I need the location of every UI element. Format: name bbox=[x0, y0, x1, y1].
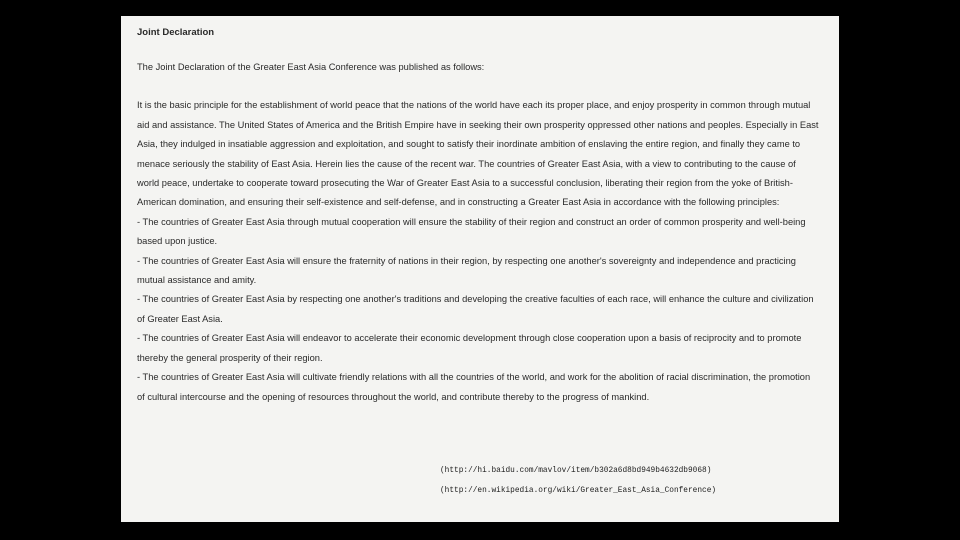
principle-item: - The countries of Greater East Asia will cultivate friendly relations with all the countries of the world, and work for the abolition of racial discrimination, the promotion of cultural intercourse and the opening of resources throughout the world, and contribute thereby to the progress of mankind. bbox=[137, 372, 811, 402]
principle-item: - The countries of Greater East Asia will endeavor to accelerate their economic development through close cooperation upon a basis of reciprocity and to promote thereby the general prosperity of their region. bbox=[137, 333, 802, 363]
source-citations bbox=[440, 461, 716, 501]
source-wikipedia-link: (http://en.wikipedia.org/wiki/Greater_East_Asia_Conference) bbox=[440, 487, 717, 495]
intro-paragraph: The Joint Declaration of the Greater East Asia Conference was published as follows: bbox=[137, 62, 485, 72]
document-title: Joint Declaration bbox=[137, 27, 215, 38]
body-paragraph: It is the basic principle for the establishment of world peace that the nations of the world have each its proper place, and enjoy prosperity in common through mutual aid and assistance. The United States of America and the British Empire have in seeking their own prosperity oppressed other nations and peoples. Especially in East Asia, they indulged in insatiable aggression and exploitation, and sought to satisfy their inordinate ambition of enslaving the entire region, and finally they came to menace seriously the stability of East Asia. Herein lies the cause of the recent war. The countries of Greater East Asia, with a view to contributing to the cause of world peace, undertake to cooperate toward prosecuting the War of Greater East Asia to a successful conclusion, liberating their region from the yoke of British-American domination, and ensuring their self-existence and self-defense, and in constructing a Greater East Asia in accordance with the following principles: bbox=[137, 100, 819, 208]
principles-list bbox=[137, 213, 819, 407]
principle-item: - The countries of Greater East Asia through mutual cooperation will ensure the stability of their region and construct an order of common prosperity and well-being based upon justice. bbox=[137, 216, 806, 247]
principle-item: - The countries of Greater East Asia by respecting one another's traditions and developing the creative faculties of each race, will enhance the culture and civilization of Greater East Asia. bbox=[137, 294, 814, 324]
document-page bbox=[121, 16, 839, 522]
source-baidu-link: (http://hi.baidu.com/mavlov/item/b302a6d8bd949b4632db9068) bbox=[440, 467, 712, 475]
principle-item: - The countries of Greater East Asia will ensure the fraternity of nations in their region, by respecting one another's sovereignty and independence and practicing mutual assistance and amity. bbox=[137, 255, 796, 286]
